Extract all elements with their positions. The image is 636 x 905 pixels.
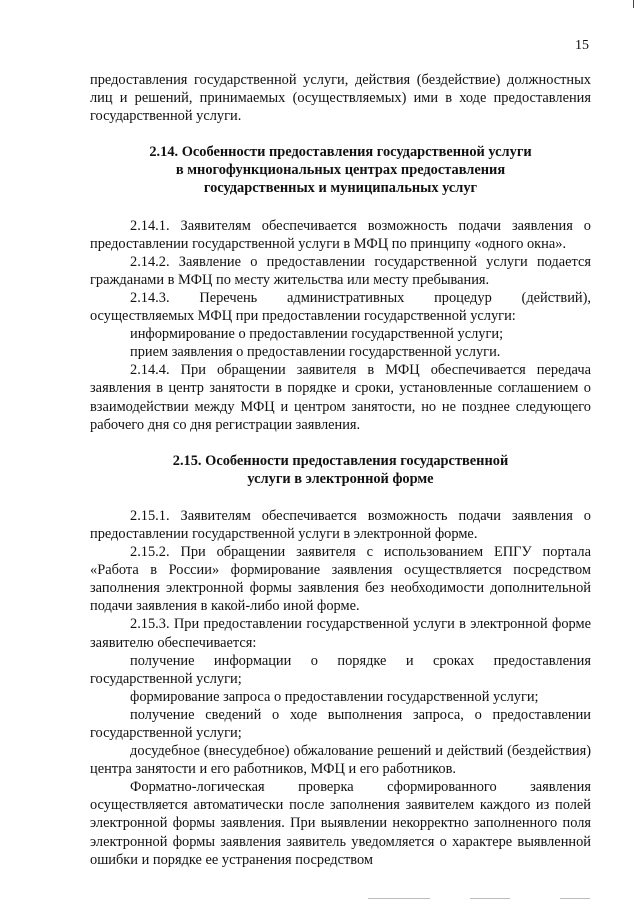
section-2-14-heading <box>90 143 591 197</box>
list-item: получение сведений о ходе выполнения запроса, о предоставлении государственной услуги; <box>90 706 591 741</box>
heading-line: услуги в электронной форме <box>247 470 434 487</box>
paragraph-format-check: Форматно-логическая проверка сформированного заявления осуществляется автоматически после заполнения заявителем каждого из полей электронной формы заявления. При выявлении некорректно заполненного поля электронной формы заявления заявитель уведомляется о характере выявленной ошибки и порядке ее устранения посредством <box>90 779 591 868</box>
paragraph-2-15-3: 2.15.3. При предоставлении государственной услуги в электронной форме заявителю обеспечивается: <box>90 616 591 651</box>
list-item: формирование запроса о предоставлении государственной услуги; <box>130 688 539 705</box>
page-number: 15 <box>575 38 589 53</box>
bottom-divider <box>368 898 430 899</box>
heading-line: государственных и муниципальных услуг <box>203 180 478 197</box>
paragraph-2-15-1: 2.15.1. Заявителям обеспечивается возможность подачи заявления о предоставлении государственной услуги в электронной форме. <box>90 507 591 542</box>
list-item: информирование о предоставлении государственной услуги; <box>130 326 504 343</box>
bottom-divider <box>470 898 510 899</box>
list-item: прием заявления о предоставлении государственной услуги. <box>130 344 501 361</box>
document-body <box>90 71 591 869</box>
heading-line: в многофункциональных центрах предоставления <box>175 162 506 179</box>
heading-line: 2.14. Особенности предоставления государственной услуги <box>149 144 532 161</box>
heading-line: 2.15. Особенности предоставления государственной <box>172 452 509 469</box>
section-2-15-heading <box>90 452 591 488</box>
corner-mark <box>633 0 634 8</box>
paragraph-2-14-4: 2.14.4. При обращении заявителя в МФЦ обеспечивается передача заявления в центр занятости в порядке и сроки, установленные соглашением о взаимодействии между МФЦ и центром занятости, но не позднее следующего рабочего дня со дня регистрации заявления. <box>90 362 591 433</box>
paragraph-2-14-3: 2.14.3. Перечень административных процедур (действий), осуществляемых МФЦ при предоставлении государственной услуги: <box>90 289 591 325</box>
list-item: получение информации о порядке и сроках предоставления государственной услуги; <box>90 652 591 687</box>
paragraph-2-15-2: 2.15.2. При обращении заявителя с использованием ЕПГУ портала «Работа в России» формирование заявления осуществляется посредством заполнения электронной формы заявления без необходимости дополнительной подачи заявления в какой-либо иной форме. <box>90 544 591 615</box>
intro-paragraph: предоставления государственной услуги, действия (бездействие) должностных лиц и решений, принимаемых (осуществляемых) ими в ходе предоставления государственной услуги. <box>90 72 591 125</box>
paragraph-2-14-2: 2.14.2. Заявление о предоставлении государственной услуги подается гражданами в МФЦ по месту жительства или месту пребывания. <box>90 253 591 288</box>
list-item: досудебное (внесудебное) обжалование решений и действий (бездействия) центра занятости и его работников, МФЦ и его работников. <box>90 743 591 778</box>
paragraph-2-14-1: 2.14.1. Заявителям обеспечивается возможность подачи заявления о предоставлении государственной услуги в МФЦ по принципу «одного окна». <box>90 217 591 252</box>
bottom-divider <box>560 898 590 899</box>
